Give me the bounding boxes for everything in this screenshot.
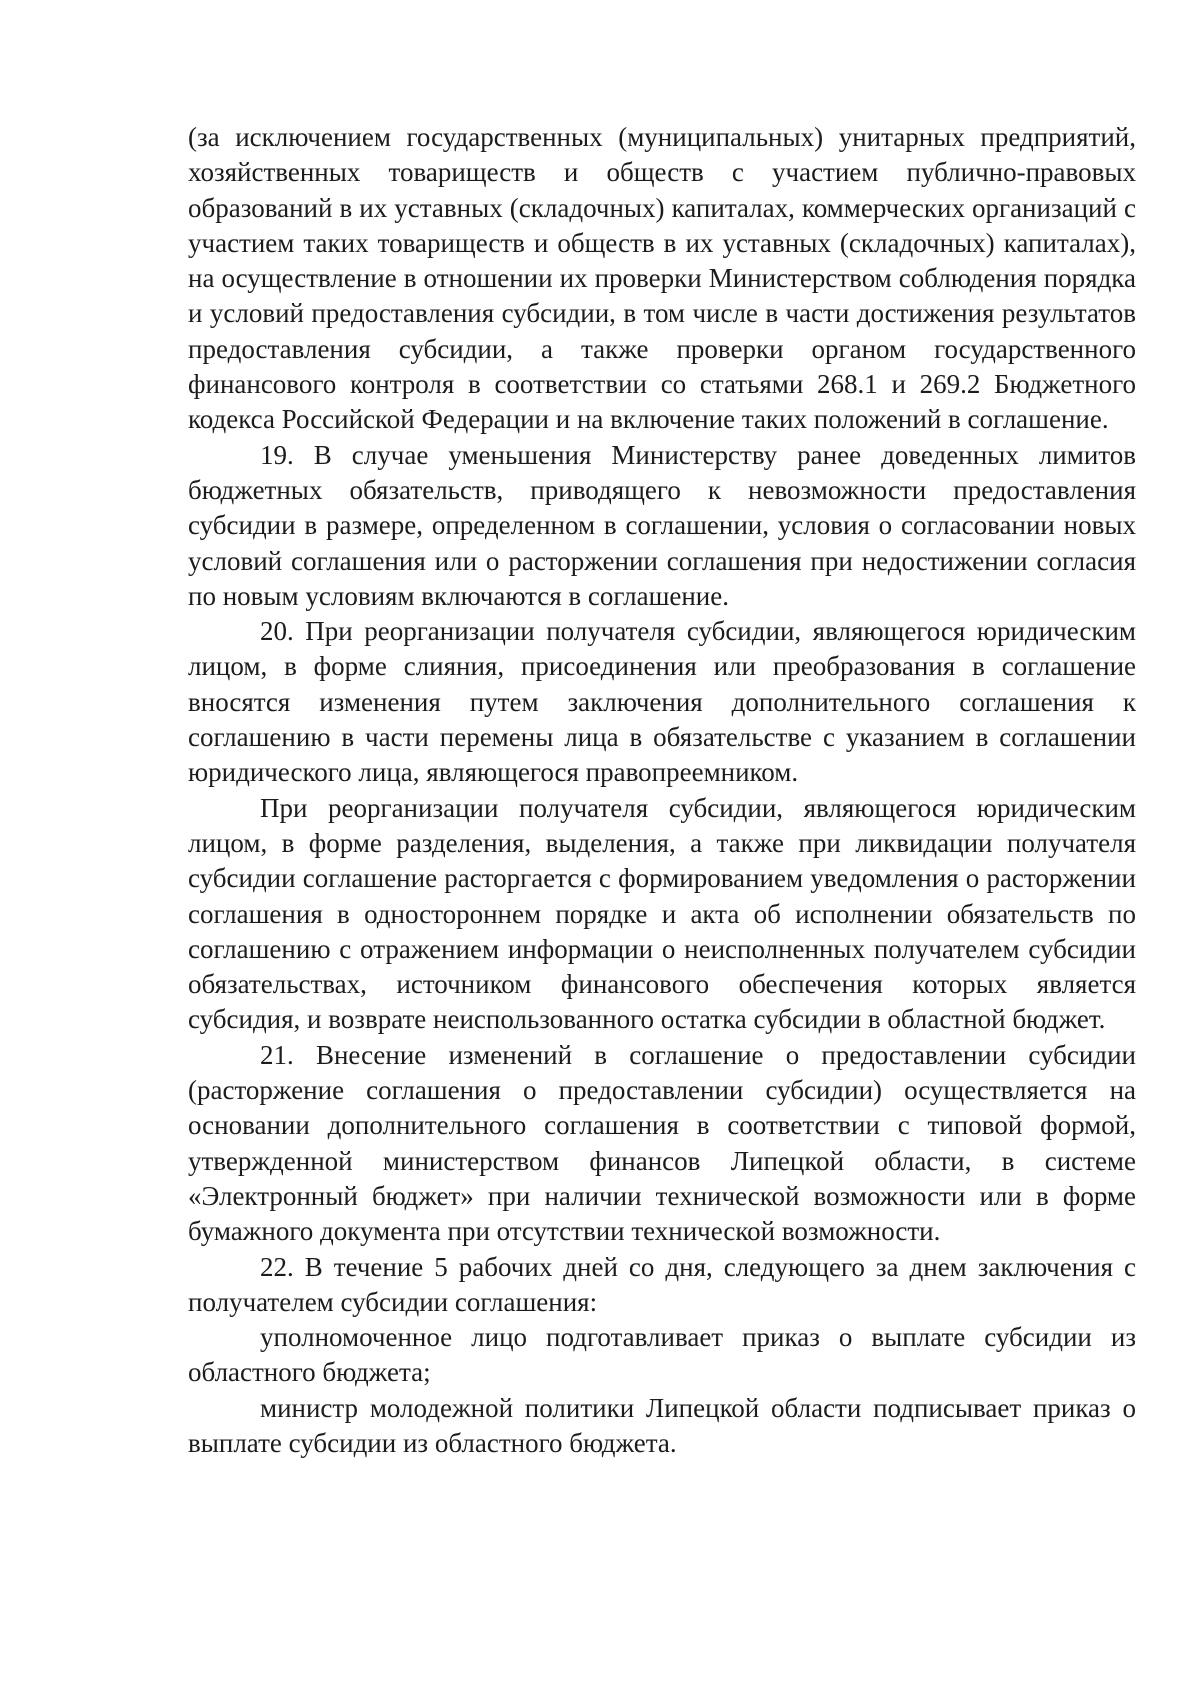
paragraph-22-item-1: уполномоченное лицо подготавливает приказ о выплате субсидии из областного бюджета;: [188, 1322, 1136, 1388]
paragraph-22-item-2: министр молодежной политики Липецкой области подписывает приказ о выплате субсидии из областного бюджета.: [188, 1392, 1136, 1458]
paragraph-continuation: (за исключением государственных (муниципальных) унитарных предприятий, хозяйственных товариществ и обществ с участием публично-правовых образований в их уставных (складочных) капиталах, коммерческих организаций с участием таких товариществ и обществ в их уставных (складочных) капиталах), на осуществление в отношении их проверки Министерством соблюдения порядка и условий предоставления субсидии, в том числе в части достижения результатов предоставления субсидии, а также проверки органом государственного финансового контроля в соответствии со статьями 268.1 и 269.2 Бюджетного кодекса Российской Федерации и на включение таких положений в соглашение.: [188, 122, 1136, 435]
paragraph-19: 19. В случае уменьшения Министерству ранее доведенных лимитов бюджетных обязательств, приводящего к невозможности предоставления субсидии в размере, определенном в соглашении, условия о согласовании новых условий соглашения или о расторжении соглашения при недостижении согласия по новым условиям включаются в соглашение.: [188, 439, 1136, 611]
document-page: [188, 120, 1136, 1461]
paragraph-20-reorganization: При реорганизации получателя субсидии, являющегося юридическим лицом, в форме разделения, выделения, а также при ликвидации получателя субсидии соглашение расторгается с формированием уведомления о расторжении соглашения в одностороннем порядке и акта об исполнении обязательств по соглашению с отражением информации о неисполненных получателем субсидии обязательствах, источником финансового обеспечения которых является субсидия, и возврате неиспользованного остатка субсидии в областной бюджет.: [188, 792, 1136, 1035]
paragraph-22: 22. В течение 5 рабочих дней со дня, следующего за днем заключения с получателем субсидии соглашения:: [188, 1251, 1136, 1317]
paragraph-21: 21. Внесение изменений в соглашение о предоставлении субсидии (расторжение соглашения о предоставлении субсидии) осуществляется на основании дополнительного соглашения в соответствии с типовой формой, утвержденной министерством финансов Липецкой области, в системе «Электронный бюджет» при наличии технической возможности или в форме бумажного документа при отсутствии технической возможности.: [188, 1039, 1136, 1247]
paragraph-20: 20. При реорганизации получателя субсидии, являющегося юридическим лицом, в форме слияния, присоединения или преобразования в соглашение вносятся изменения путем заключения дополнительного соглашения к соглашению в части перемены лица в обязательстве с указанием в соглашении юридического лица, являющегося правопреемником.: [188, 616, 1136, 788]
